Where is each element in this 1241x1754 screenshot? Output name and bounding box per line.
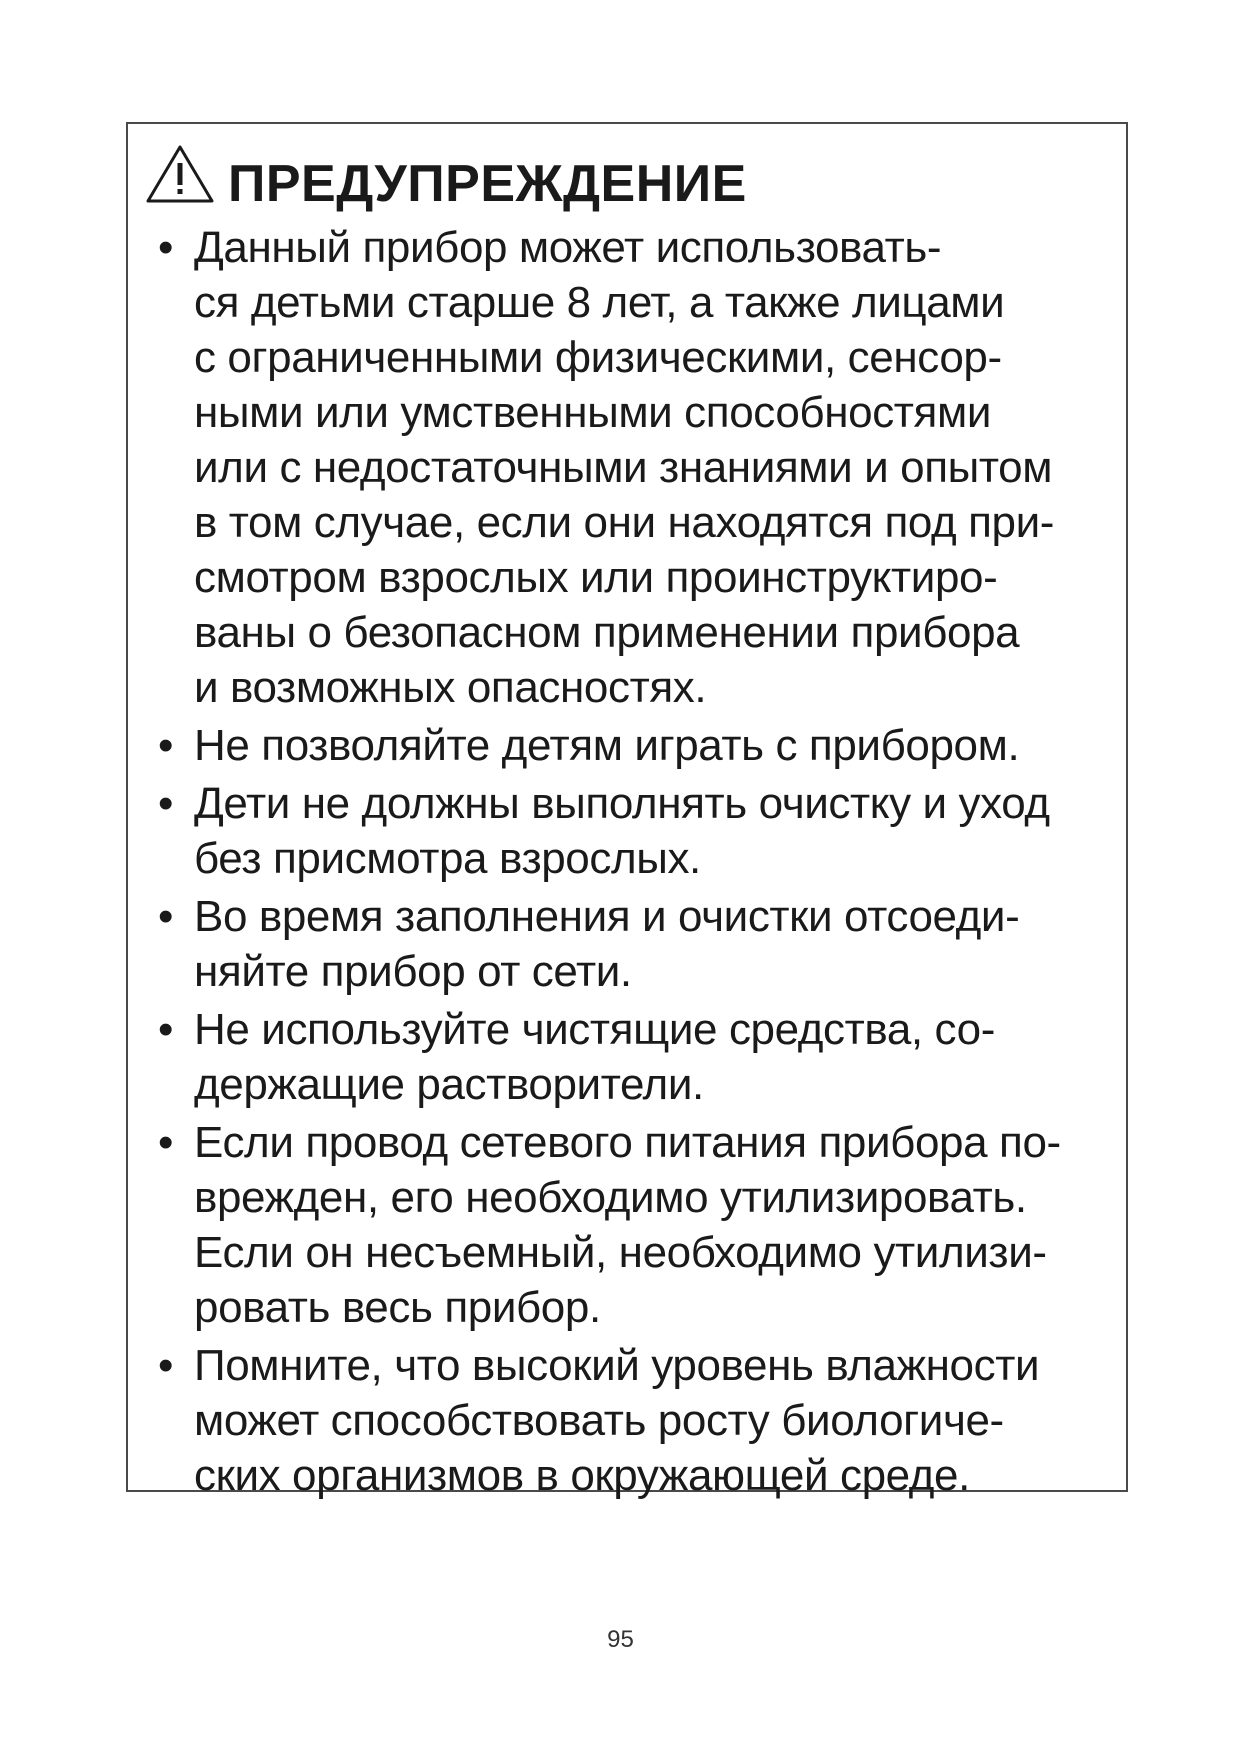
list-item-text: Данный прибор может использовать- ся детьми старше 8 лет, а также лицами с ограниченными физическими, сенсор- ными или умственными способностями или с недостаточными знаниями и опытом в том случае, если они находятся под при- смотром взрослых или проинструктиро- ваны о безопасном применении прибора и возможных опасностях. [194, 223, 1055, 712]
list-item [158, 1115, 1168, 1335]
list-item-text: Помните, что высокий уровень влажности может способствовать росту биологиче- ских организмов в окружающей среде. [194, 1341, 1040, 1500]
list-item [158, 1002, 1168, 1112]
list-item-text: Дети не должны выполнять очистку и уход без присмотра взрослых. [194, 779, 1050, 883]
warning-list [158, 220, 1168, 1506]
bullet: • [158, 721, 174, 770]
bullet: • [158, 779, 174, 828]
bullet: • [158, 223, 174, 272]
warning-box [126, 122, 1128, 1500]
list-item [158, 1338, 1168, 1503]
warning-title: ПРЕДУПРЕЖДЕНИЕ [228, 155, 747, 213]
list-item [158, 889, 1168, 999]
bullet: • [158, 892, 174, 941]
bullet: • [158, 1118, 174, 1167]
bullet: • [158, 1005, 174, 1054]
list-item-text: Если провод сетевого питания прибора по- врежден, его необходимо утилизировать. Если он несъемный, необходимо утилизи- ровать весь прибор. [194, 1118, 1061, 1332]
page-number: 95 [607, 1626, 634, 1653]
list-item-text: Во время заполнения и очистки отсоеди- няйте прибор от сети. [194, 892, 1020, 996]
list-item-text: Не используйте чистящие средства, со- держащие растворители. [194, 1005, 995, 1109]
list-item [158, 220, 1168, 715]
bullet: • [158, 1341, 174, 1390]
warning-triangle-icon [144, 143, 216, 205]
warning-heading [144, 138, 747, 213]
list-item [158, 718, 1168, 773]
list-item-text: Не позволяйте детям играть с прибором. [194, 721, 1020, 770]
list-item [158, 776, 1168, 886]
